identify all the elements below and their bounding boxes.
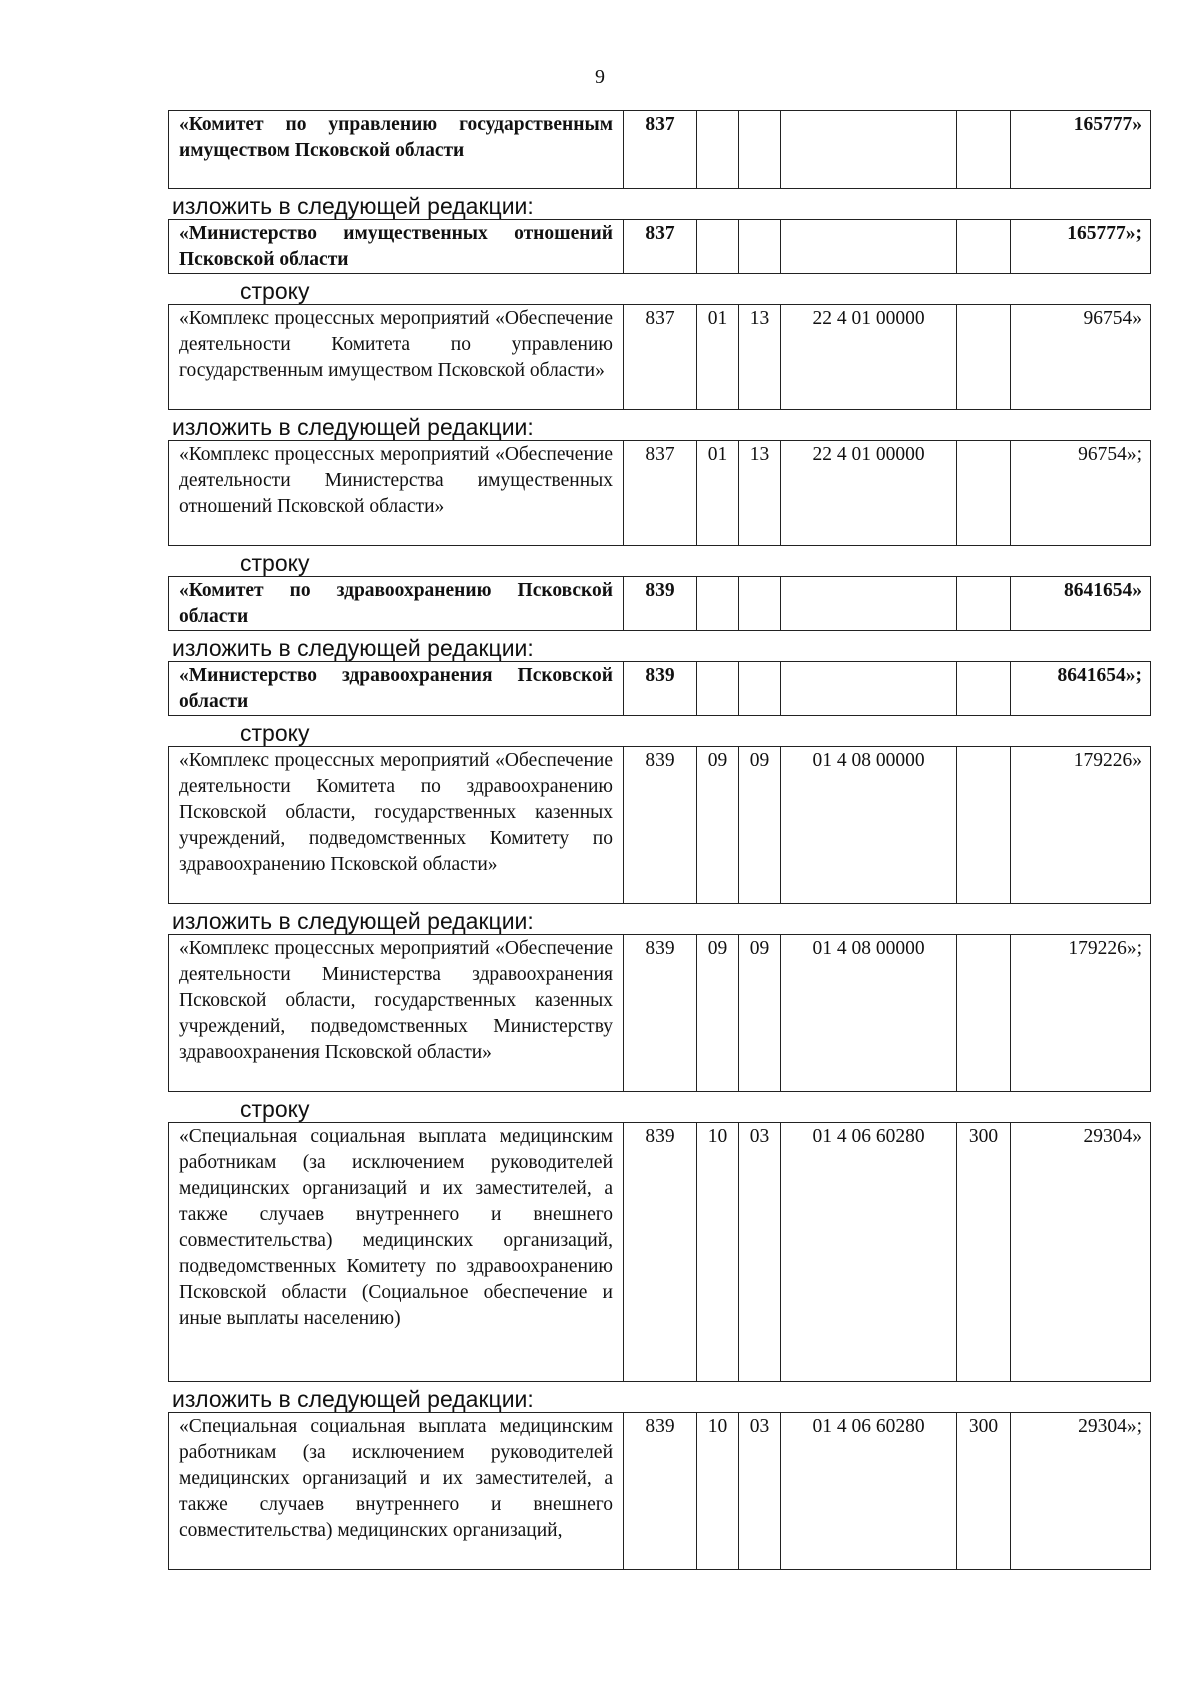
target-article-cell: 22 4 01 00000: [781, 441, 957, 546]
dept-code-cell: 839: [624, 935, 697, 1092]
amount-cell: 8641654»;: [1011, 662, 1151, 716]
replace-heading: изложить в следующей редакции:: [172, 1386, 534, 1412]
row-description: «Министерство имущественных отношений Псковской области: [169, 220, 624, 274]
expense-type-cell: 300: [957, 1123, 1011, 1382]
target-article-cell: 01 4 06 60280: [781, 1413, 957, 1570]
dept-code-cell: 839: [624, 577, 697, 631]
replace-heading: изложить в следующей редакции:: [172, 908, 534, 934]
budget-table-row-3: [168, 304, 1151, 410]
row-heading: строку: [240, 720, 310, 746]
row-description: «Комплекс процессных мероприятий «Обеспечение деятельности Министерства имущественных отношений Псковской области»: [169, 441, 624, 546]
section-code-cell: [697, 111, 739, 189]
amount-cell: 96754»: [1011, 305, 1151, 410]
row-description: «Комплекс процессных мероприятий «Обеспечение деятельности Комитета по здравоохранению Псковской области, государственных казенных учреждений, подведомственных Комитету по здравоохранению Псковской области»: [169, 747, 624, 904]
row-heading: строку: [240, 1096, 310, 1122]
section-code-cell: 01: [697, 441, 739, 546]
budget-table-row-8: [168, 934, 1151, 1092]
budget-table-row-5: [168, 576, 1151, 631]
budget-table-row-7: [168, 746, 1151, 904]
dept-code-cell: 839: [624, 747, 697, 904]
target-article-cell: [781, 662, 957, 716]
expense-type-cell: [957, 220, 1011, 274]
row-description: «Специальная социальная выплата медицинским работникам (за исключением руководителей медицинских организаций и их заместителей, а также случаев внутреннего и внешнего совместительства) медицинских организаций,: [169, 1413, 624, 1570]
amount-cell: 29304»;: [1011, 1413, 1151, 1570]
amount-cell: 179226»;: [1011, 935, 1151, 1092]
page-number: 9: [595, 66, 605, 88]
row-description: «Комплекс процессных мероприятий «Обеспечение деятельности Министерства здравоохранения Псковской области, государственных казенных учреждений, подведомственных Министерству здравоохранения Псковской области»: [169, 935, 624, 1092]
table-row: [169, 305, 1151, 410]
section-code-cell: [697, 577, 739, 631]
dept-code-cell: 839: [624, 1123, 697, 1382]
subsection-code-cell: [739, 662, 781, 716]
subsection-code-cell: 09: [739, 935, 781, 1092]
dept-code-cell: 839: [624, 662, 697, 716]
expense-type-cell: [957, 935, 1011, 1092]
budget-table-row-9: [168, 1122, 1151, 1382]
amount-cell: 29304»: [1011, 1123, 1151, 1382]
budget-table-row-4: [168, 440, 1151, 546]
section-code-cell: [697, 662, 739, 716]
dept-code-cell: 839: [624, 1413, 697, 1570]
amount-cell: 165777»;: [1011, 220, 1151, 274]
amount-cell: 165777»: [1011, 111, 1151, 189]
subsection-code-cell: 09: [739, 747, 781, 904]
target-article-cell: 01 4 08 00000: [781, 747, 957, 904]
target-article-cell: 01 4 08 00000: [781, 935, 957, 1092]
budget-table-row-6: [168, 661, 1151, 716]
expense-type-cell: [957, 747, 1011, 904]
dept-code-cell: 837: [624, 220, 697, 274]
expense-type-cell: [957, 577, 1011, 631]
subsection-code-cell: 13: [739, 305, 781, 410]
replace-heading: изложить в следующей редакции:: [172, 635, 534, 661]
row-heading: строку: [240, 550, 310, 576]
table-row: [169, 1123, 1151, 1382]
row-description: «Комитет по здравоохранению Псковской области: [169, 577, 624, 631]
target-article-cell: [781, 577, 957, 631]
row-description: «Комитет по управлению государственным имуществом Псковской области: [169, 111, 624, 189]
table-row: [169, 1413, 1151, 1570]
row-description: «Специальная социальная выплата медицинским работникам (за исключением руководителей медицинских организаций и их заместителей, а также случаев внутреннего и внешнего совместительства) медицинских организаций, подведомственных Комитету по здравоохранению Псковской области (Социальное обеспечение и иные выплаты населению): [169, 1123, 624, 1382]
target-article-cell: 22 4 01 00000: [781, 305, 957, 410]
budget-table-row-2: [168, 219, 1151, 274]
subsection-code-cell: [739, 220, 781, 274]
table-row: [169, 577, 1151, 631]
dept-code-cell: 837: [624, 441, 697, 546]
table-row: [169, 747, 1151, 904]
subsection-code-cell: 03: [739, 1123, 781, 1382]
section-code-cell: 01: [697, 305, 739, 410]
subsection-code-cell: [739, 111, 781, 189]
table-row: [169, 935, 1151, 1092]
subsection-code-cell: [739, 577, 781, 631]
table-row: [169, 441, 1151, 546]
section-code-cell: 10: [697, 1413, 739, 1570]
budget-table-row-10: [168, 1412, 1151, 1570]
amount-cell: 96754»;: [1011, 441, 1151, 546]
section-code-cell: 09: [697, 747, 739, 904]
dept-code-cell: 837: [624, 111, 697, 189]
section-code-cell: 09: [697, 935, 739, 1092]
amount-cell: 179226»: [1011, 747, 1151, 904]
amount-cell: 8641654»: [1011, 577, 1151, 631]
budget-table-row-1: [168, 110, 1151, 189]
row-description: «Министерство здравоохранения Псковской области: [169, 662, 624, 716]
expense-type-cell: [957, 111, 1011, 189]
section-code-cell: 10: [697, 1123, 739, 1382]
table-row: [169, 111, 1151, 189]
table-row: [169, 220, 1151, 274]
table-row: [169, 662, 1151, 716]
expense-type-cell: [957, 441, 1011, 546]
replace-heading: изложить в следующей редакции:: [172, 193, 534, 219]
replace-heading: изложить в следующей редакции:: [172, 414, 534, 440]
target-article-cell: 01 4 06 60280: [781, 1123, 957, 1382]
subsection-code-cell: 13: [739, 441, 781, 546]
expense-type-cell: [957, 305, 1011, 410]
expense-type-cell: 300: [957, 1413, 1011, 1570]
expense-type-cell: [957, 662, 1011, 716]
document-body: [168, 110, 1150, 1570]
subsection-code-cell: 03: [739, 1413, 781, 1570]
dept-code-cell: 837: [624, 305, 697, 410]
section-code-cell: [697, 220, 739, 274]
target-article-cell: [781, 220, 957, 274]
row-heading: строку: [240, 278, 310, 304]
target-article-cell: [781, 111, 957, 189]
row-description: «Комплекс процессных мероприятий «Обеспечение деятельности Комитета по управлению государственным имуществом Псковской области»: [169, 305, 624, 410]
